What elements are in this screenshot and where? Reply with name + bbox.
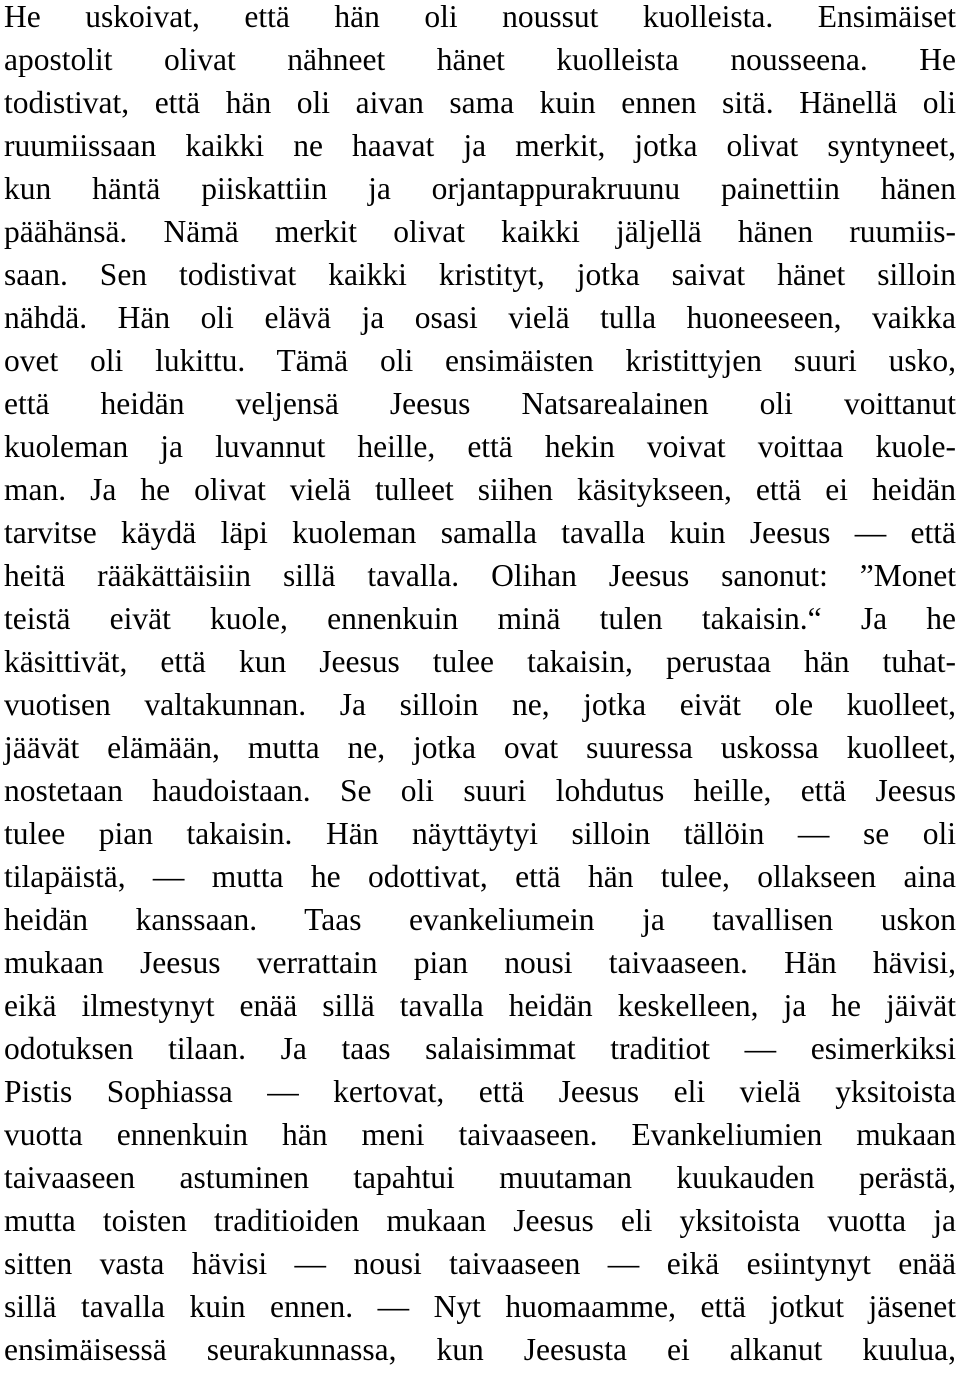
text-line: nostetaan haudoistaan. Se oli suuri lohdutus heille, että Jeesus bbox=[4, 773, 956, 808]
text-line: nähdä. Hän oli elävä ja osasi vielä tulla huoneeseen, vaikka bbox=[4, 300, 956, 335]
text-line: että heidän veljensä Jeesus Natsarealainen oli voittanut bbox=[4, 386, 956, 421]
text-line: sitten vasta hävisi — nousi taivaaseen — eikä esiintynyt enää bbox=[4, 1246, 956, 1281]
text-line: tulee pian takaisin. Hän näyttäytyi silloin tällöin — se oli bbox=[4, 816, 956, 851]
text-line: odotuksen tilaan. Ja taas salaisimmat traditiot — esimerkiksi bbox=[4, 1031, 956, 1066]
text-line: mukaan Jeesus verrattain pian nousi taivaaseen. Hän hävisi, bbox=[4, 945, 956, 980]
text-line: Pistis Sophiassa — kertovat, että Jeesus eli vielä yksitoista bbox=[4, 1074, 956, 1109]
text-line: apostolit olivat nähneet hänet kuolleista nousseena. He bbox=[4, 42, 956, 77]
text-line: ovet oli lukittu. Tämä oli ensimäisten kristittyjen suuri usko, bbox=[4, 343, 956, 378]
text-line: kuoleman ja luvannut heille, että hekin voivat voittaa kuole- bbox=[4, 429, 956, 464]
text-line: man. Ja he olivat vielä tulleet siihen käsitykseen, että ei heidän bbox=[4, 472, 956, 507]
text-line: ruumiissaan kaikki ne haavat ja merkit, jotka olivat syntyneet, bbox=[4, 128, 956, 163]
text-line: ensimäisessä seurakunnassa, kun Jeesusta ei alkanut kuulua, bbox=[4, 1332, 956, 1367]
text-line: vuotisen valtakunnan. Ja silloin ne, jotka eivät ole kuolleet, bbox=[4, 687, 956, 722]
text-line: heitä rääkättäisiin sillä tavalla. Olihan Jeesus sanonut: ”Monet bbox=[4, 558, 956, 593]
text-line: päähänsä. Nämä merkit olivat kaikki jäljellä hänen ruumiis- bbox=[4, 214, 956, 249]
text-line: tilapäistä, — mutta he odottivat, että hän tulee, ollakseen aina bbox=[4, 859, 956, 894]
text-line: taivaaseen astuminen tapahtui muutaman kuukauden perästä, bbox=[4, 1160, 956, 1195]
text-line: teistä eivät kuole, ennenkuin minä tulen takaisin.“ Ja he bbox=[4, 601, 956, 636]
text-line: käsittivät, että kun Jeesus tulee takaisin, perustaa hän tuhat- bbox=[4, 644, 956, 679]
text-line: heidän kanssaan. Taas evankeliumein ja tavallisen uskon bbox=[4, 902, 956, 937]
text-line: eikä ilmestynyt enää sillä tavalla heidän keskelleen, ja he jäivät bbox=[4, 988, 956, 1023]
text-line: kun häntä piiskattiin ja orjantappurakruunu painettiin hänen bbox=[4, 171, 956, 206]
text-line: He uskoivat, että hän oli noussut kuolleista. Ensimäiset bbox=[4, 0, 956, 34]
text-line: todistivat, että hän oli aivan sama kuin ennen sitä. Hänellä oli bbox=[4, 85, 956, 120]
text-line: jäävät elämään, mutta ne, jotka ovat suuressa uskossa kuolleet, bbox=[4, 730, 956, 765]
text-line: mutta toisten traditioiden mukaan Jeesus eli yksitoista vuotta ja bbox=[4, 1203, 956, 1238]
text-line: sillä tavalla kuin ennen. — Nyt huomaamme, että jotkut jäsenet bbox=[4, 1289, 956, 1324]
text-line: tarvitse käydä läpi kuoleman samalla tavalla kuin Jeesus — että bbox=[4, 515, 956, 550]
text-line: saan. Sen todistivat kaikki kristityt, jotka saivat hänet silloin bbox=[4, 257, 956, 292]
text-line: vuotta ennenkuin hän meni taivaaseen. Evankeliumien mukaan bbox=[4, 1117, 956, 1152]
